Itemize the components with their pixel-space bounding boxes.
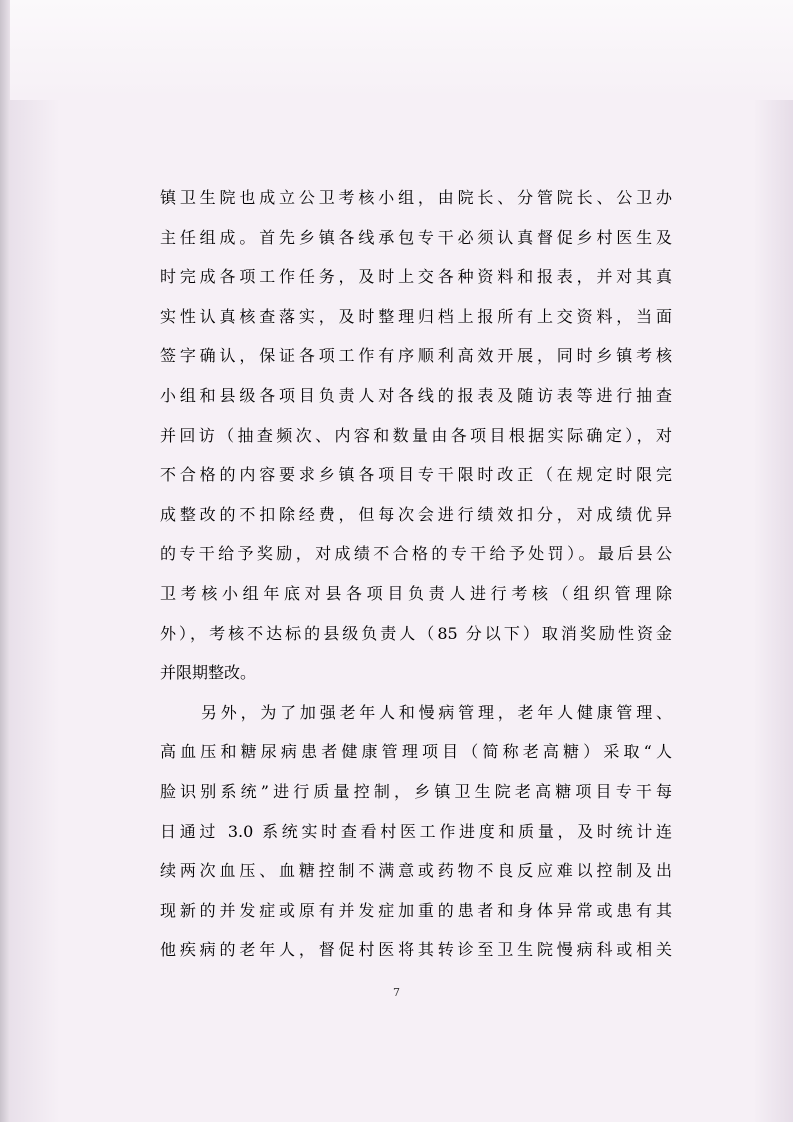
- text-line: 并回访（抽查频次、内容和数量由各项目根据实际确定），对: [160, 425, 672, 445]
- text-line: 实性认真核查落实，及时整理归档上报所有上交资料，当面: [160, 306, 672, 326]
- text-line: 不合格的内容要求乡镇各项目专干限时改正（在规定时限完: [160, 465, 672, 485]
- scan-edge-top: [0, 0, 793, 100]
- text-line: 卫考核小组年底对县各项目负责人进行考核（组织管理除: [160, 583, 672, 603]
- text-line: 日通过 3.0 系统实时查看村医工作进度和质量，及时统计连: [160, 821, 672, 841]
- text-line: 他疾病的老年人，督促村医将其转诊至卫生院慢病科或相关: [160, 940, 672, 960]
- text-line: 并限期整改。: [160, 663, 257, 683]
- text-line: 签字确认，保证各项工作有序顺利高效开展，同时乡镇考核: [160, 346, 672, 366]
- text-line: 主任组成。首先乡镇各线承包专干必须认真督促乡村医生及: [160, 227, 672, 247]
- text-line: 小组和县级各项目负责人对各线的报表及随访表等进行抽查: [160, 385, 672, 405]
- text-line: 高血压和糖尿病患者健康管理项目（简称老高糖）采取“人: [160, 742, 672, 762]
- text-line: 另外，为了加强老年人和慢病管理，老年人健康管理、: [201, 702, 672, 722]
- scan-edge-left: [0, 0, 10, 1122]
- text-line: 镇卫生院也成立公卫考核小组，由院长、分管院长、公卫办: [160, 188, 672, 207]
- text-line: 时完成各项工作任务，及时上交各种资料和报表，并对其真: [160, 267, 672, 287]
- body-text: [160, 178, 672, 970]
- text-line: 现新的并发症或原有并发症加重的患者和身体异常或患有其: [160, 900, 672, 920]
- text-line: 外），考核不达标的县级负责人（85 分以下）取消奖励性资金: [160, 623, 672, 643]
- text-line: 脸识别系统”进行质量控制，乡镇卫生院老高糖项目专干每: [160, 781, 672, 801]
- text-line: 续两次血压、血糖控制不满意或药物不良反应难以控制及出: [160, 861, 672, 881]
- text-line: 成整改的不扣除经费，但每次会进行绩效扣分，对成绩优异: [160, 504, 672, 524]
- text-line: 的专干给予奖励，对成绩不合格的专干给予处罚）。最后县公: [160, 544, 672, 564]
- page-number: 7: [393, 986, 400, 999]
